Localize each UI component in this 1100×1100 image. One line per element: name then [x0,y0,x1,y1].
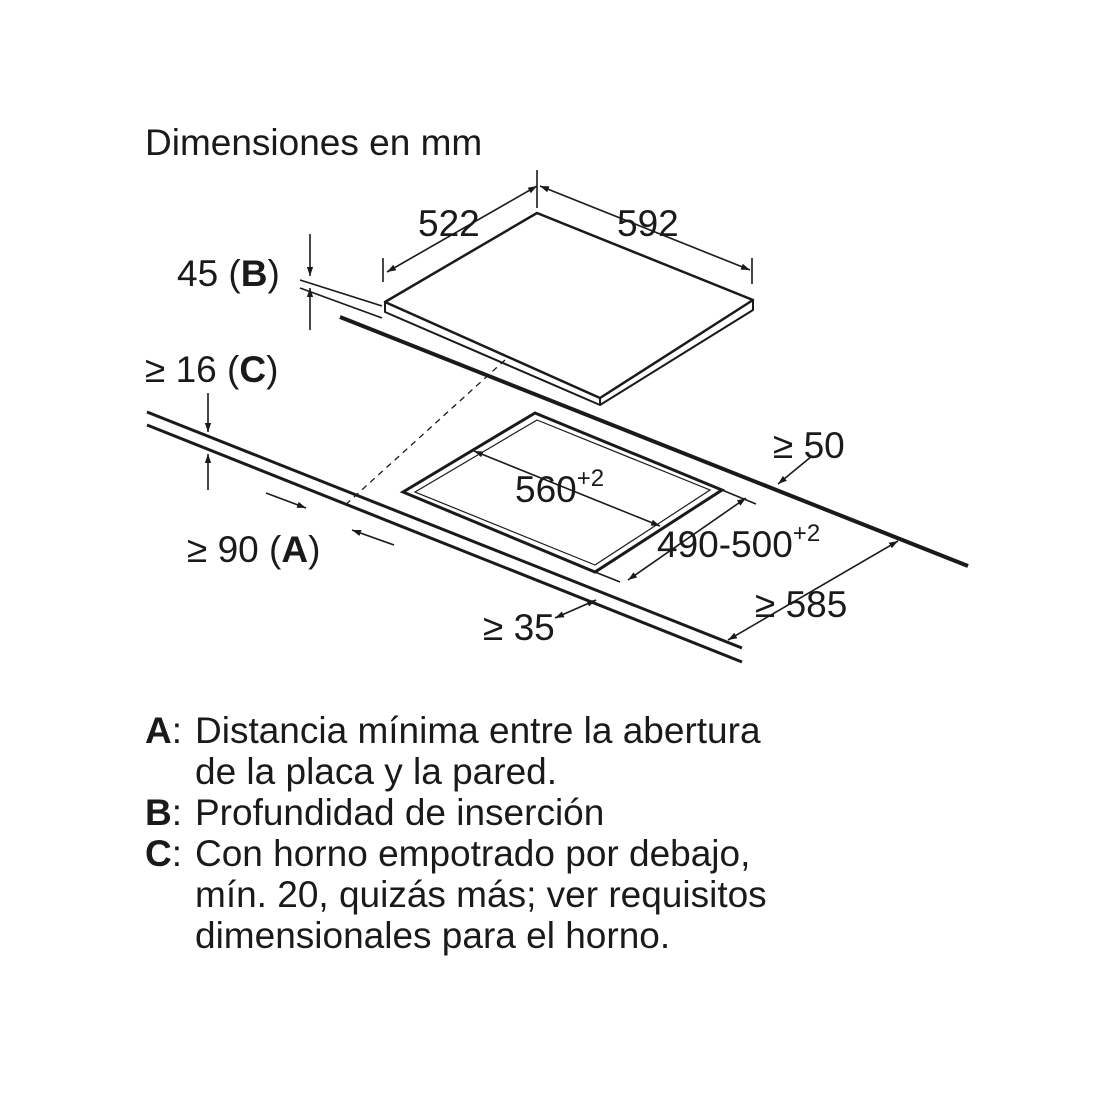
legend-item-a [145,710,767,792]
label-front-clearance: ≥ 35 [483,607,555,648]
worktop-back-line [340,317,968,566]
legend-text-a-line2: de la placa y la pared. [195,751,558,792]
label-wall-distance: ≥ 90 (A) [187,529,321,570]
legend-text-a-line1: Distancia mínima entre la abertura [195,710,761,751]
diagram-title: Dimensiones en mm [145,122,483,163]
legend-text-c-line2: mín. 20, quizás más; ver requisitos [195,874,767,915]
label-cutout-width: $560^{+2}$ [515,465,605,510]
label-cutout-depth: $490-500^{+2}$ [657,520,821,565]
alignment-dashed-line [343,360,505,507]
legend-key-b: B: [145,792,183,833]
legend-text-c-line3: dimensionales para el horno. [195,915,671,956]
legend-text-c-line1: Con horno empotrado por debajo, [195,833,751,874]
legend-key-c: C: [145,833,183,874]
label-worktop-depth: ≥ 585 [755,584,848,625]
legend-item-c [145,833,767,956]
legend-key-a: A: [145,710,183,751]
label-top-width: 592 [617,203,679,244]
label-insertion-depth: 45 (B) [177,253,280,294]
label-top-depth: 522 [418,203,480,244]
legend-item-b [145,792,767,833]
label-gap: ≥ 16 (C) [145,349,279,390]
legend [145,710,767,956]
label-back-clearance: ≥ 50 [773,425,845,466]
legend-text-b-line1: Profundidad de inserción [195,792,605,833]
